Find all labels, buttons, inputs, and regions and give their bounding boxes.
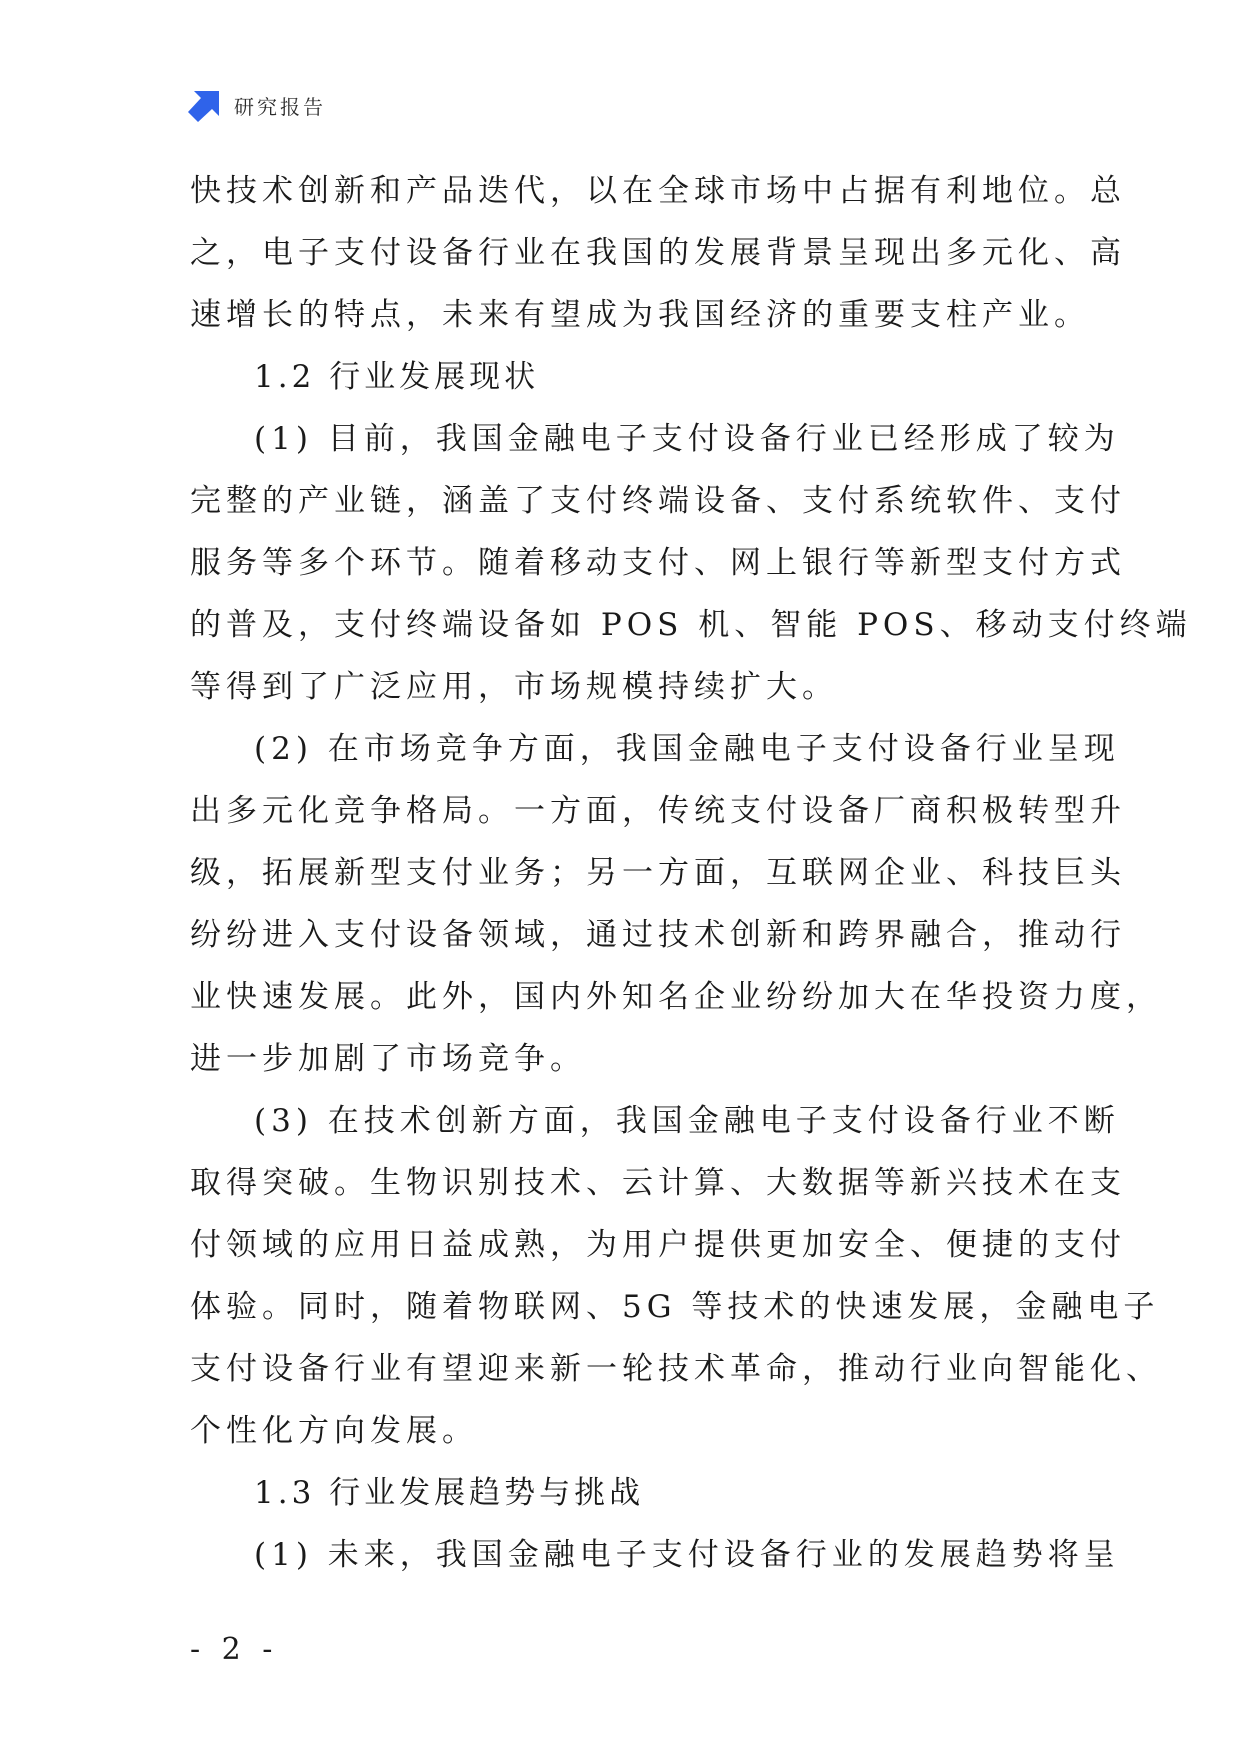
body-line: 出多元化竞争格局。一方面，传统支付设备厂商积极转型升 <box>190 793 1126 829</box>
body-line: 之，电子支付设备行业在我国的发展背景呈现出多元化、高 <box>190 235 1126 271</box>
page-header <box>188 88 326 122</box>
body-line: (3) 在技术创新方面，我国金融电子支付设备行业不断 <box>254 1103 1120 1139</box>
body-line: 速增长的特点，未来有望成为我国经济的重要支柱产业。 <box>190 297 1090 333</box>
section-heading-1-2: 1.2 行业发展现状 <box>254 359 540 395</box>
body-line: 业快速发展。此外，国内外知名企业纷纷加大在华投资力度， <box>190 979 1162 1015</box>
body-line: 纷纷进入支付设备领域，通过技术创新和跨界融合，推动行 <box>190 917 1126 953</box>
section-heading-1-3: 1.3 行业发展趋势与挑战 <box>254 1475 645 1511</box>
body-line: 的普及，支付终端设备如 POS 机、智能 POS、移动支付终端 <box>190 607 1192 643</box>
body-line: 快技术创新和产品迭代，以在全球市场中占据有利地位。总 <box>190 173 1126 209</box>
diagonal-arrow-icon <box>188 88 222 122</box>
document-body <box>190 160 1192 1586</box>
body-line: (2) 在市场竞争方面，我国金融电子支付设备行业呈现 <box>254 731 1120 767</box>
body-line: 完整的产业链，涵盖了支付终端设备、支付系统软件、支付 <box>190 483 1126 519</box>
body-line: 等得到了广泛应用，市场规模持续扩大。 <box>190 669 838 705</box>
body-line: 付领域的应用日益成熟，为用户提供更加安全、便捷的支付 <box>190 1227 1126 1263</box>
body-line: 支付设备行业有望迎来新一轮技术革命，推动行业向智能化、 <box>190 1351 1162 1387</box>
page-number: - 2 - <box>190 1632 279 1667</box>
header-title: 研究报告 <box>234 94 326 119</box>
body-line: 个性化方向发展。 <box>190 1413 478 1449</box>
body-line: (1) 未来，我国金融电子支付设备行业的发展趋势将呈 <box>254 1537 1120 1573</box>
body-line: 进一步加剧了市场竞争。 <box>190 1041 586 1077</box>
body-line: 服务等多个环节。随着移动支付、网上银行等新型支付方式 <box>190 545 1126 581</box>
body-line: 体验。同时，随着物联网、5G 等技术的快速发展，金融电子 <box>190 1289 1160 1325</box>
body-line: 取得突破。生物识别技术、云计算、大数据等新兴技术在支 <box>190 1165 1126 1201</box>
body-line: (1) 目前，我国金融电子支付设备行业已经形成了较为 <box>254 421 1120 457</box>
body-line: 级，拓展新型支付业务；另一方面，互联网企业、科技巨头 <box>190 855 1126 891</box>
